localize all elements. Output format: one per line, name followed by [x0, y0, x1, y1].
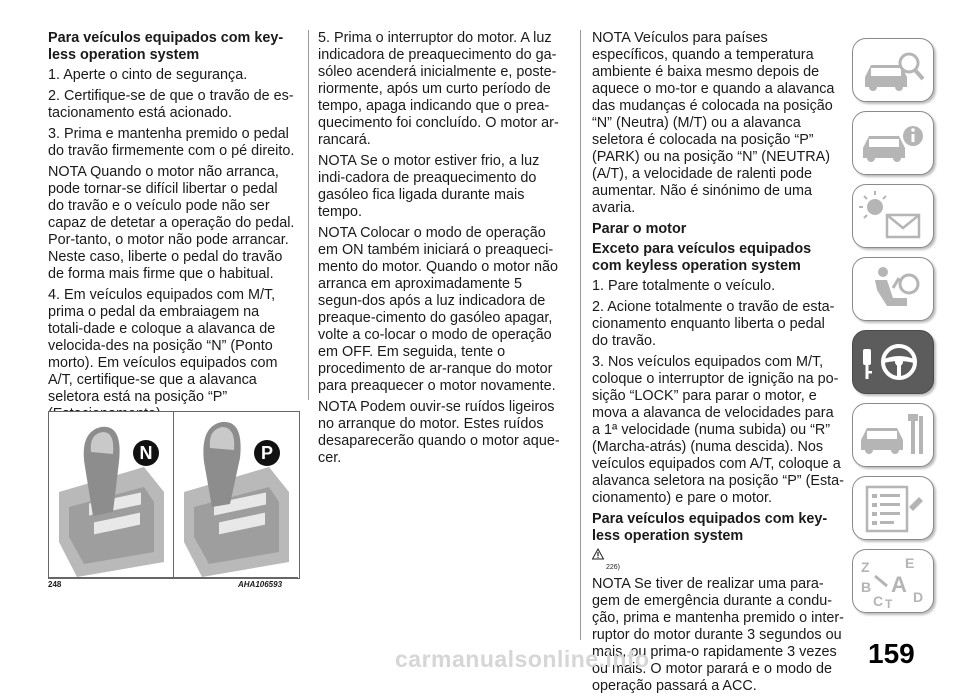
note-cold-engine: NOTA Se o motor estiver frio, a luz indi-cadora de preaquecimento do gasóleo fica ligada durante mais tempo.	[318, 153, 540, 220]
step-5: 5. Prima o interruptor do motor. A luz indicadora de preaquecimento do ga-sóleo acenderá inicialmente e, poste-riormente, após um curto período de tempo, apaga indicando que o prea-quecimento foi concluído. O motor ar-rancará.	[318, 30, 559, 148]
checklist-icon	[853, 477, 933, 539]
section-heading-keyless: Para veículos equipados com key-less operation system	[48, 30, 284, 63]
badge-park: P	[254, 440, 280, 466]
step-3: 3. Prima e mantenha premido o pedal do travão firmemente com o pé direito.	[48, 126, 295, 159]
index-letter: A	[891, 572, 907, 597]
car-info-icon	[853, 112, 933, 174]
tab-car-info[interactable]	[852, 111, 934, 175]
column-divider	[308, 30, 309, 400]
lights-message-icon	[853, 185, 933, 247]
key-steering-wheel-icon	[853, 331, 933, 393]
chapter-sidebar	[852, 38, 936, 622]
step-1: 1. Aperte o cinto de segurança.	[48, 67, 248, 83]
column-right	[592, 30, 844, 699]
section-heading-stop-engine: Parar o motor	[592, 221, 687, 237]
tab-car-tools[interactable]	[852, 403, 934, 467]
tab-checklist[interactable]	[852, 476, 934, 540]
gear-lever-figure	[48, 411, 300, 579]
warning-reference	[592, 548, 844, 570]
note-emergency-stop: NOTA Se tiver de realizar uma para-gem de emergência durante a condu-ção, prima e mantenha premido o inter-ruptor do motor durante 3 segundos ou mais, ou prima-o rapidamente 3 vezes ou mais. O motor parará e o modo de operação passará a ACC.	[592, 576, 844, 694]
figure-neutral-panel	[49, 412, 173, 578]
car-tools-icon	[853, 404, 933, 466]
stop-step-1: 1. Pare totalmente o veículo.	[592, 278, 776, 294]
figure-code: AHA106593	[238, 580, 283, 589]
tab-car-search[interactable]	[852, 38, 934, 102]
index-letter: B	[861, 579, 872, 595]
tab-starting-driving[interactable]	[852, 330, 934, 394]
stop-step-2: 2. Acione totalmente o travão de esta-cionamento enquanto liberta o pedal do travão.	[592, 299, 835, 349]
warning-triangle-icon	[592, 548, 604, 560]
figure-baseline	[48, 577, 298, 578]
tab-lights-message[interactable]	[852, 184, 934, 248]
index-letter: C	[873, 593, 884, 609]
note-idle-speed: NOTA Veículos para países específicos, quando a temperatura ambiente é baixa mesmo depois de aquece o mo-tor e quando a alavanca das mudanças é colocada na posição “N” (Neutra) (M/T) ou a alavanca seletora é colocada na posição “P” (PARK) ou na posição “N” (NEUTRA) (A/T), a velocidade de ralenti pode aumentar. Não é sinónimo de uma avaria.	[592, 30, 835, 216]
seat-airbag-icon	[853, 258, 933, 320]
index-letter: Z	[861, 559, 870, 575]
subheading-except-keyless: Exceto para veículos equipados com keyless operation system	[592, 241, 812, 274]
column-middle	[318, 30, 568, 471]
step-4: 4. Em veículos equipados com M/T, prima o pedal da embraiagem na totali-dade e coloque a alavanca de velocida-des na posição “N” (Ponto morto). Em veículos equipados com A/T, certifique-se que a alavanca seletora está na posição “P”	[48, 287, 278, 405]
watermark-link[interactable]: carmanualsonline.info	[395, 646, 650, 672]
note-operation-mode: NOTA Colocar o modo de operação em ON também iniciará o preaqueci-mento do motor. Quando o motor não arranca em aproximadamente 5 segun-dos após a luz indicadora de preaque-cimento do gasóleo apagar, volte a co-locar o modo de operação em OFF. Em seguida, tente o procedimento de ar-ranque do motor para preaquecer o motor novamente.	[318, 225, 558, 394]
figure-park-panel	[174, 412, 298, 578]
gear-lever-park-illustration	[174, 412, 298, 578]
badge-neutral: N	[133, 440, 159, 466]
column-left	[48, 30, 296, 427]
note-noise: NOTA Podem ouvir-se ruídos ligeiros no arranque do motor. Estes ruídos desaparecerão quando o motor aque-cer.	[318, 399, 560, 466]
stop-step-3: 3. Nos veículos equipados com M/T, coloque o interruptor de ignição na po-sição “LOCK” para parar o motor, e mova a alavanca de velocidades para a 1ª velocidade (numa subida) ou “R” (Marcha-atrás) (numa descida). Nos veículos equipados com A/T, coloque a alavanca seletora na posição “P” (Esta-cionamento) e pare o motor.	[592, 354, 844, 506]
figure-number: 248	[48, 580, 62, 589]
subheading-keyless: Para veículos equipados com key-less operation system	[592, 511, 828, 544]
alphabet-index-icon	[853, 550, 933, 612]
index-letter: E	[905, 555, 915, 571]
index-letter: D	[913, 589, 924, 605]
warning-ref-number: 226)	[606, 564, 621, 571]
gear-lever-neutral-illustration	[49, 412, 173, 578]
tab-alphabet-index[interactable]	[852, 549, 934, 613]
page-number: 159	[868, 638, 915, 669]
car-search-icon	[853, 39, 933, 101]
tab-seat-airbag[interactable]	[852, 257, 934, 321]
step-2: 2. Certifique-se de que o travão de es-tacionamento está acionado.	[48, 88, 294, 121]
note-engine-not-start: NOTA Quando o motor não arranca, pode tornar-se difícil libertar o pedal do travão e o veículo pode não ser capaz de detetar a operação do pedal. Por-tanto, o motor não pode arrancar. Neste caso, liberte o pedal do travão de forma mais firme que o habitual.	[48, 164, 295, 282]
index-letter: T	[885, 597, 893, 611]
column-divider-right	[580, 30, 581, 640]
